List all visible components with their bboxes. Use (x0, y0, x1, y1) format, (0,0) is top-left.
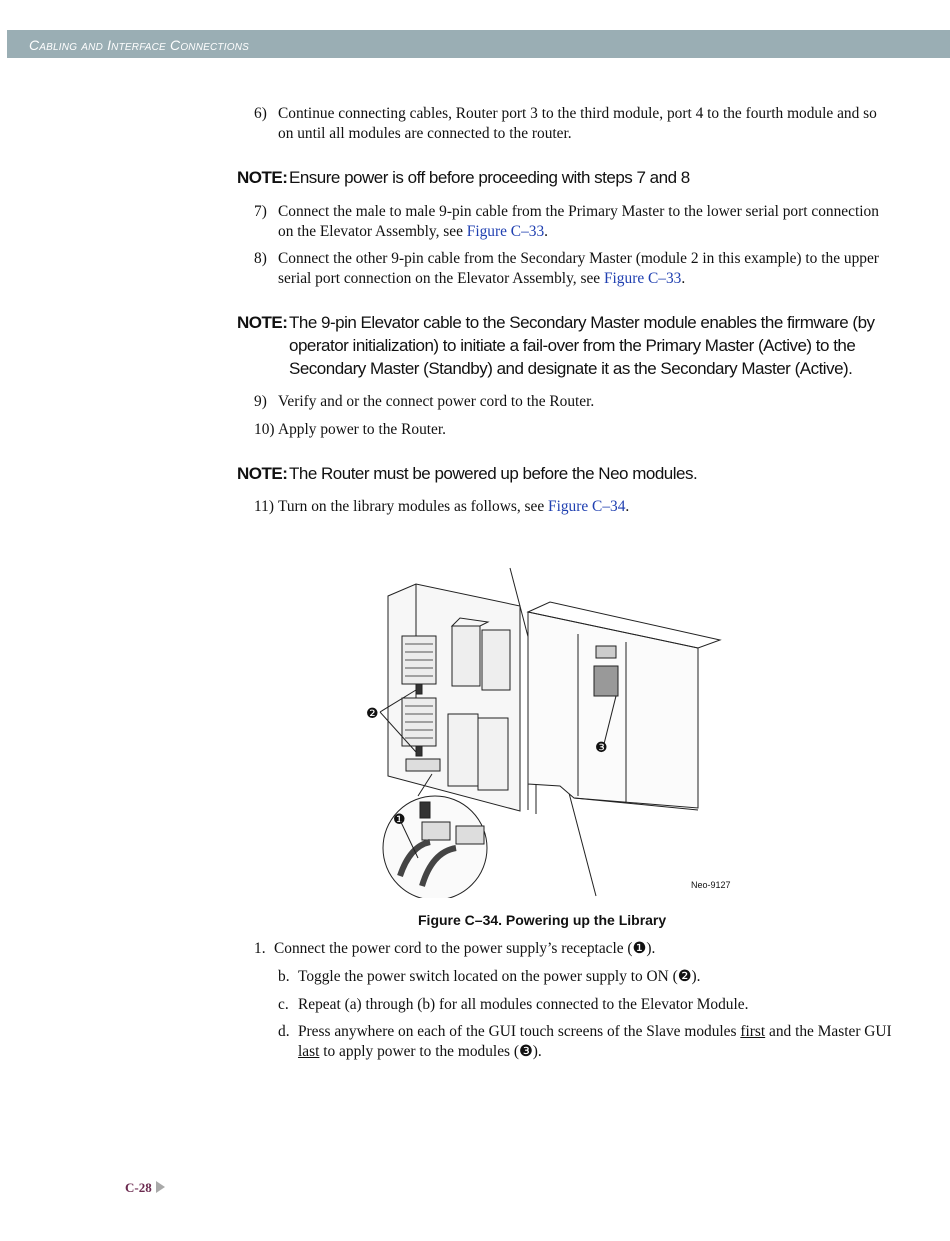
step-7 (254, 202, 894, 242)
step-text: Verify and or the connect power cord to the Router. (278, 393, 595, 410)
page-footer (125, 1180, 165, 1196)
substep-d (278, 1022, 894, 1062)
substep-text: Toggle the power switch located on the power supply to ON (❷). (298, 968, 701, 985)
substep-a (254, 939, 894, 959)
step-number: 7) (254, 203, 267, 220)
note-1 (237, 166, 887, 189)
note-2 (237, 311, 887, 380)
page-number: C-28 (125, 1180, 152, 1195)
power-supply-2 (478, 718, 508, 790)
detail-receptacle-2 (456, 826, 484, 844)
note-3 (237, 462, 887, 485)
step-9 (254, 392, 894, 412)
tape-drive-1 (452, 626, 480, 686)
substep-b (278, 967, 894, 987)
step-11 (254, 497, 894, 517)
note-label: NOTE: (237, 168, 288, 187)
next-arrow-icon (156, 1181, 165, 1193)
figure-link[interactable]: Figure C–33 (603, 270, 682, 287)
substep-number: c. (278, 996, 289, 1013)
step-number: 9) (254, 393, 267, 410)
note-label: NOTE: (237, 313, 288, 332)
step-text-end: . (544, 223, 549, 240)
step-text-end: . (681, 270, 686, 287)
step-text: Apply power to the Router. (278, 421, 446, 438)
callout-2: ❷ (366, 706, 379, 722)
receptacles (406, 759, 440, 771)
substep-c (278, 995, 894, 1015)
substep-text-3: to apply power to the modules (❸). (319, 1043, 542, 1060)
emphasis-last: last (298, 1043, 320, 1060)
step-6 (254, 104, 894, 144)
figure-caption: Figure C–34. Powering up the Library (418, 912, 667, 928)
note-label: NOTE: (237, 464, 288, 483)
step-text: Connect the male to male 9-pin cable from the Primary Master to the lower serial port connection on the Elevator Assembly, see (278, 203, 879, 240)
detail-switch (420, 802, 430, 818)
section-title: Cabling and Interface Connections (29, 37, 249, 53)
lower-power-switch (416, 746, 422, 756)
note-text: Ensure power is off before proceeding with steps 7 and 8 (289, 168, 690, 187)
step-text-end: . (625, 498, 630, 515)
step-number: 10) (254, 421, 275, 438)
substep-number: d. (278, 1023, 290, 1040)
callout-3: ❸ (595, 740, 608, 756)
step-number: 8) (254, 250, 267, 267)
substep-text: Connect the power cord to the power supply’s receptacle (❶). (274, 940, 656, 957)
note-text: The Router must be powered up before the Neo modules. (289, 464, 698, 483)
header-bar (7, 30, 950, 58)
upper-power-switch (416, 684, 422, 694)
step-10 (254, 420, 894, 440)
note-text: The 9-pin Elevator cable to the Secondary Master module enables the firmware (by operator initialization) to initiate a fail-over from the Primary Master (Active) to the Secondary Master (Standby) and designate it as the Secondary Master (Active). (289, 313, 875, 378)
tape-drive-2 (482, 630, 510, 690)
step-text: Turn on the library modules as follows, see (278, 498, 549, 515)
step-text: Connect the other 9-pin cable from the Secondary Master (module 2 in this example) to the upper serial port connection on the Elevator Assembly, see (278, 250, 879, 287)
power-supply-1 (448, 714, 478, 786)
figure-link[interactable]: Figure C–34 (548, 498, 626, 515)
step-text: Continue connecting cables, Router port 3 to the third module, port 4 to the fourth module and so on until all modules are connected to the router. (278, 105, 877, 142)
substep-number: 1. (254, 940, 266, 957)
figure-link[interactable]: Figure C–33 (466, 223, 545, 240)
step-8 (254, 249, 894, 289)
step-number: 6) (254, 105, 267, 122)
figure-illustration (360, 566, 740, 898)
callout-1: ❶ (393, 812, 406, 828)
detail-receptacle-1 (422, 822, 450, 840)
display-panel (594, 666, 618, 696)
emphasis-first: first (740, 1023, 766, 1040)
substep-text: Press anywhere on each of the GUI touch screens of the Slave modules (298, 1023, 741, 1040)
substep-text-2: and the Master GUI (765, 1023, 892, 1040)
step-number: 11) (254, 498, 274, 515)
figure-id: Neo-9127 (691, 880, 731, 890)
substep-text: Repeat (a) through (b) for all modules connected to the Elevator Module. (298, 996, 749, 1013)
substep-number: b. (278, 968, 290, 985)
library-power-illustration (360, 566, 740, 898)
